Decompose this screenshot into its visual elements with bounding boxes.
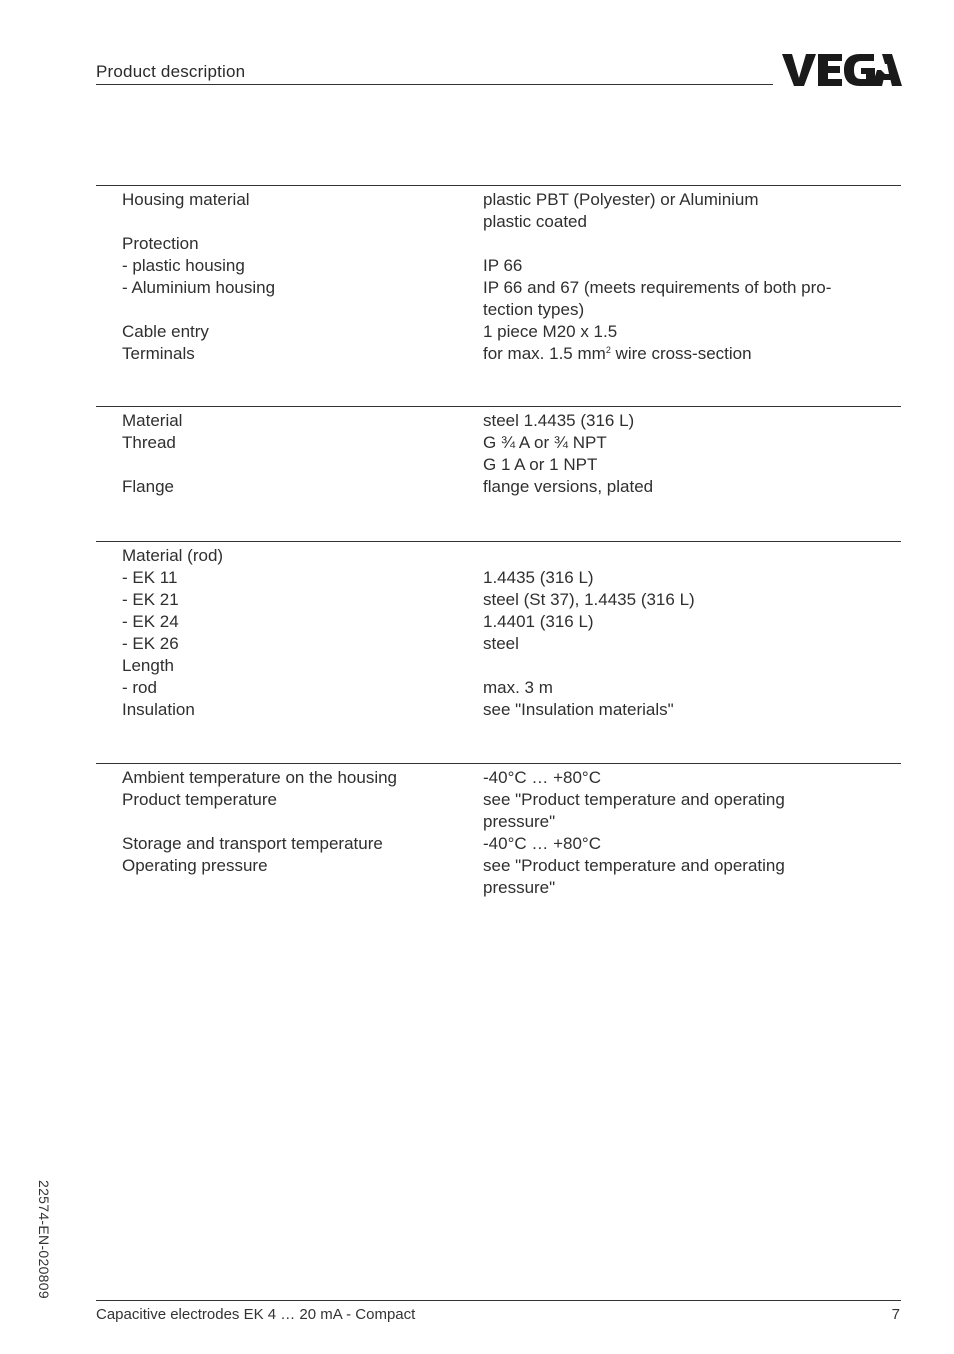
spec-value-terminals [483, 343, 752, 365]
spec-value: flange versions, plated [483, 477, 654, 496]
spec-value: steel (St 37), 1.4435 (316 L) [483, 590, 695, 609]
spec-value: G ¾ A or ¾ NPT [483, 433, 607, 452]
spec-row [96, 211, 901, 233]
spec-value-text: for max. 1.5 mm [483, 344, 606, 363]
spec-label: Length [122, 656, 174, 675]
superscript: 2 [605, 345, 611, 355]
spec-label: - plastic housing [122, 256, 245, 275]
page-header-title: Product description [96, 62, 246, 81]
spec-value: 1.4435 (316 L) [483, 568, 594, 587]
spec-label: Thread [122, 433, 176, 452]
spec-value: plastic PBT (Polyester) or Aluminium [483, 190, 759, 209]
footer-rule [96, 1300, 901, 1301]
spec-label: Cable entry [122, 322, 209, 341]
spec-value: 1 piece M20 x 1.5 [483, 322, 618, 341]
spec-row [96, 410, 901, 432]
spec-row [96, 189, 901, 211]
spec-row [96, 454, 901, 476]
spec-value: IP 66 [483, 256, 523, 275]
page-number: 7 [891, 1306, 900, 1323]
spec-value: -40°C … +80°C [483, 834, 602, 853]
spec-row [96, 877, 901, 899]
spec-row [96, 321, 901, 343]
spec-value: steel 1.4435 (316 L) [483, 411, 635, 430]
spec-row [96, 299, 901, 321]
process-fitting-section [96, 406, 901, 498]
spec-label: Material (rod) [122, 546, 224, 565]
spec-value: IP 66 and 67 (meets requirements of both pro- [483, 278, 832, 297]
footer-document-title: Capacitive electrodes EK 4 … 20 mA - Compact [96, 1306, 416, 1323]
spec-label: Terminals [122, 344, 195, 363]
spec-row [96, 277, 901, 299]
spec-label: - rod [122, 678, 157, 697]
spec-row [96, 789, 901, 811]
electrode-section [96, 541, 901, 721]
spec-label: Housing material [122, 190, 250, 209]
spec-label: Ambient temperature on the housing [122, 768, 398, 787]
spec-row [96, 767, 901, 789]
vega-logo [782, 52, 902, 88]
spec-row [96, 611, 901, 633]
spec-value: see "Product temperature and operating [483, 856, 785, 875]
spec-label: Insulation [122, 700, 195, 719]
spec-label: Protection [122, 234, 199, 253]
spec-value: see "Insulation materials" [483, 700, 674, 719]
spec-row [96, 811, 901, 833]
spec-row [96, 432, 901, 454]
spec-label: Storage and transport temperature [122, 834, 383, 853]
spec-value: tection types) [483, 300, 585, 319]
spec-row [96, 855, 901, 877]
spec-value: steel [483, 634, 519, 653]
spec-row [96, 655, 901, 677]
housing-section [96, 185, 901, 365]
spec-label: Operating pressure [122, 856, 268, 875]
spec-label: - EK 24 [122, 612, 179, 631]
spec-value: max. 3 m [483, 678, 553, 697]
spec-value: see "Product temperature and operating [483, 790, 785, 809]
spec-label: Product temperature [122, 790, 277, 809]
spec-value: -40°C … +80°C [483, 768, 602, 787]
spec-value: pressure" [483, 878, 556, 897]
spec-value: pressure" [483, 812, 556, 831]
spec-label: - EK 11 [122, 568, 178, 587]
spec-value-text: wire cross-section [610, 344, 752, 363]
spec-row [96, 677, 901, 699]
header-rule [96, 84, 773, 85]
spec-row [96, 255, 901, 277]
spec-label: Flange [122, 477, 174, 496]
spec-value: 1.4401 (316 L) [483, 612, 594, 631]
spec-row [96, 633, 901, 655]
spec-row [96, 589, 901, 611]
spec-row [96, 343, 901, 365]
spec-row [96, 833, 901, 855]
document-code: 22574-EN-020809 [36, 1180, 52, 1299]
spec-row [96, 567, 901, 589]
spec-value: G 1 A or 1 NPT [483, 455, 598, 474]
spec-label: - EK 26 [122, 634, 179, 653]
spec-row [96, 476, 901, 498]
spec-label: Material [122, 411, 183, 430]
spec-row [96, 233, 901, 255]
spec-label: - Aluminium housing [122, 278, 276, 297]
spec-row [96, 545, 901, 567]
spec-value: plastic coated [483, 212, 587, 231]
spec-row [96, 699, 901, 721]
operating-conditions-section [96, 763, 901, 899]
spec-label: - EK 21 [122, 590, 179, 609]
